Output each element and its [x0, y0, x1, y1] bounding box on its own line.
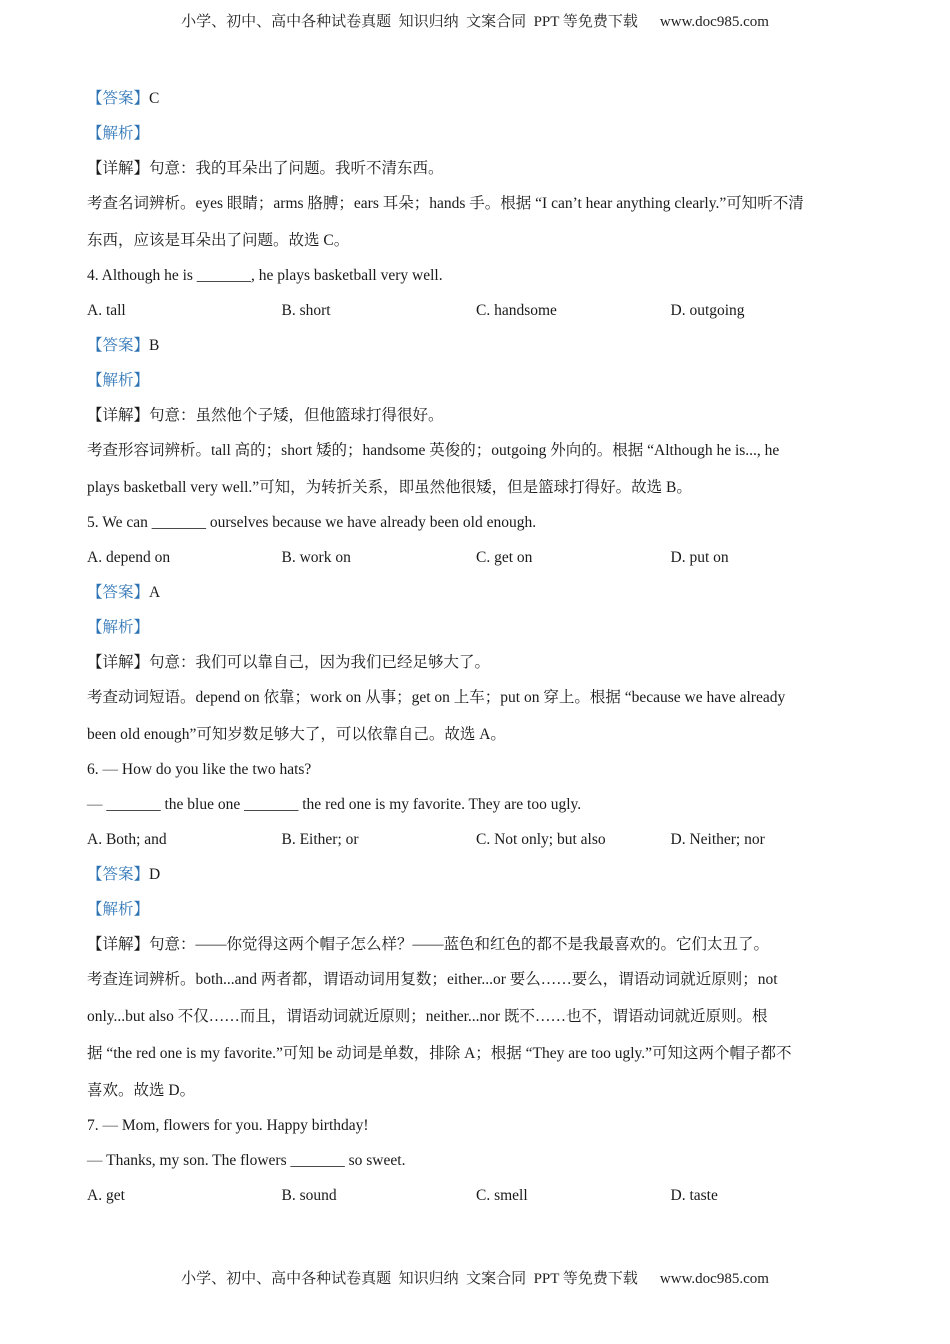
detail-label: 【详解】 [87, 407, 150, 424]
option-c: C. smell [476, 1187, 528, 1204]
options-row [87, 548, 867, 568]
question-number: 5. [87, 514, 99, 531]
answer-value: C [149, 90, 160, 107]
option-a: A. get [87, 1187, 125, 1204]
footer-url[interactable]: www.doc985.com [659, 1271, 769, 1287]
answer-line [87, 336, 867, 356]
detail-text: 句意：我们可以靠自己，因为我们已经足够大了。 [149, 654, 491, 671]
detail-line [87, 406, 867, 426]
detail-label: 【详解】 [87, 160, 150, 177]
question-stem-reply: — _______ the blue one _______ the red one is my favorite. They are too ugly. [87, 796, 582, 813]
question-number: 6. [87, 761, 99, 778]
detail-line [87, 935, 867, 955]
analysis-line [87, 124, 867, 144]
answer-label: 【答案】 [87, 337, 150, 354]
option-a: A. tall [87, 302, 126, 319]
answer-value: D [149, 866, 161, 883]
page-header [0, 12, 950, 32]
explain-line: 考查连词辨析。both...and 两者都，谓语动词用复数；either...or 要么……要么，谓语动词就近原则；not [87, 971, 778, 988]
option-d: D. outgoing [670, 302, 745, 319]
explain-line: been old enough”可知岁数足够大了，可以依靠自己。故选 A。 [87, 726, 506, 743]
dialogue-dash: — [87, 796, 103, 813]
question-stem: 7. — Mom, flowers for you. Happy birthday! [87, 1117, 369, 1134]
analysis-line [87, 900, 867, 920]
answer-value: B [149, 337, 160, 354]
option-b: B. Either; or [281, 831, 359, 848]
option-c: C. get on [476, 549, 533, 566]
options-row [87, 1186, 867, 1206]
analysis-label: 【解析】 [87, 901, 150, 918]
analysis-label: 【解析】 [87, 125, 150, 142]
document-body [87, 89, 867, 1221]
explain-line: 据 “the red one is my favorite.”可知 be 动词是单数，排除 A；根据 “They are too ugly.”可知这两个帽子都不 [87, 1045, 792, 1062]
explain-line: 考查形容词辨析。tall 高的；short 矮的；handsome 英俊的；outgoing 外向的。根据 “Although he is..., he [87, 442, 780, 459]
dialogue-dash: — [102, 1117, 118, 1134]
option-c: C. handsome [476, 302, 557, 319]
answer-value: A [149, 584, 161, 601]
explain-line: plays basketball very well.”可知，为转折关系，即虽然他很矮，但是篮球打得好。故选 B。 [87, 479, 692, 496]
header-url[interactable]: www.doc985.com [659, 14, 769, 30]
options-row [87, 830, 867, 850]
answer-label: 【答案】 [87, 90, 150, 107]
analysis-line [87, 371, 867, 391]
question-stem: 6. — How do you like the two hats? [87, 761, 312, 778]
question-stem-reply: — Thanks, my son. The flowers _______ so sweet. [87, 1152, 406, 1169]
answer-line [87, 583, 867, 603]
detail-text: 句意：我的耳朵出了问题。我听不清东西。 [149, 160, 444, 177]
detail-line [87, 653, 867, 673]
option-b: B. short [281, 302, 331, 319]
answer-line [87, 865, 867, 885]
dialogue-dash: — [87, 1152, 103, 1169]
option-c: C. Not only; but also [476, 831, 606, 848]
detail-text: 句意：——你觉得这两个帽子怎么样？——蓝色和红色的都不是我最喜欢的。它们太丑了。 [149, 936, 770, 953]
explain-line: 东西，应该是耳朵出了问题。故选 C。 [87, 232, 350, 249]
detail-label: 【详解】 [87, 654, 150, 671]
option-b: B. sound [281, 1187, 337, 1204]
option-a: A. Both; and [87, 831, 167, 848]
analysis-line [87, 618, 867, 638]
options-row [87, 301, 867, 321]
question-stem: 4. Although he is _______, he plays basketball very well. [87, 267, 443, 284]
detail-label: 【详解】 [87, 936, 150, 953]
answer-line [87, 89, 867, 109]
answer-label: 【答案】 [87, 584, 150, 601]
option-a: A. depend on [87, 549, 171, 566]
option-d: D. put on [670, 549, 729, 566]
dialogue-dash: — [102, 761, 118, 778]
answer-label: 【答案】 [87, 866, 150, 883]
option-d: D. Neither; nor [670, 831, 765, 848]
header-text: 小学、初中、高中各种试卷真题 知识归纳 文案合同 PPT 等免费下载 [181, 14, 638, 30]
question-stem: 5. We can _______ ourselves because we have already been old enough. [87, 514, 537, 531]
option-d: D. taste [670, 1187, 718, 1204]
detail-line [87, 159, 867, 179]
explain-line: 喜欢。故选 D。 [87, 1082, 196, 1099]
page-footer [0, 1269, 950, 1289]
footer-text: 小学、初中、高中各种试卷真题 知识归纳 文案合同 PPT 等免费下载 [181, 1271, 638, 1287]
analysis-label: 【解析】 [87, 372, 150, 389]
detail-text: 句意：虽然他个子矮，但他篮球打得很好。 [149, 407, 444, 424]
explain-line: 考查名词辨析。eyes 眼睛；arms 胳膊；ears 耳朵；hands 手。根据 “I can’t hear anything clearly.”可知听不清 [87, 195, 804, 212]
question-number: 4. [87, 267, 99, 284]
analysis-label: 【解析】 [87, 619, 150, 636]
explain-line: only...but also 不仅……而且，谓语动词就近原则；neither...nor 既不……也不，谓语动词就近原则。根 [87, 1008, 768, 1025]
question-number: 7. [87, 1117, 99, 1134]
option-b: B. work on [281, 549, 351, 566]
explain-line: 考查动词短语。depend on 依靠；work on 从事；get on 上车；put on 穿上。根据 “because we have already [87, 689, 786, 706]
